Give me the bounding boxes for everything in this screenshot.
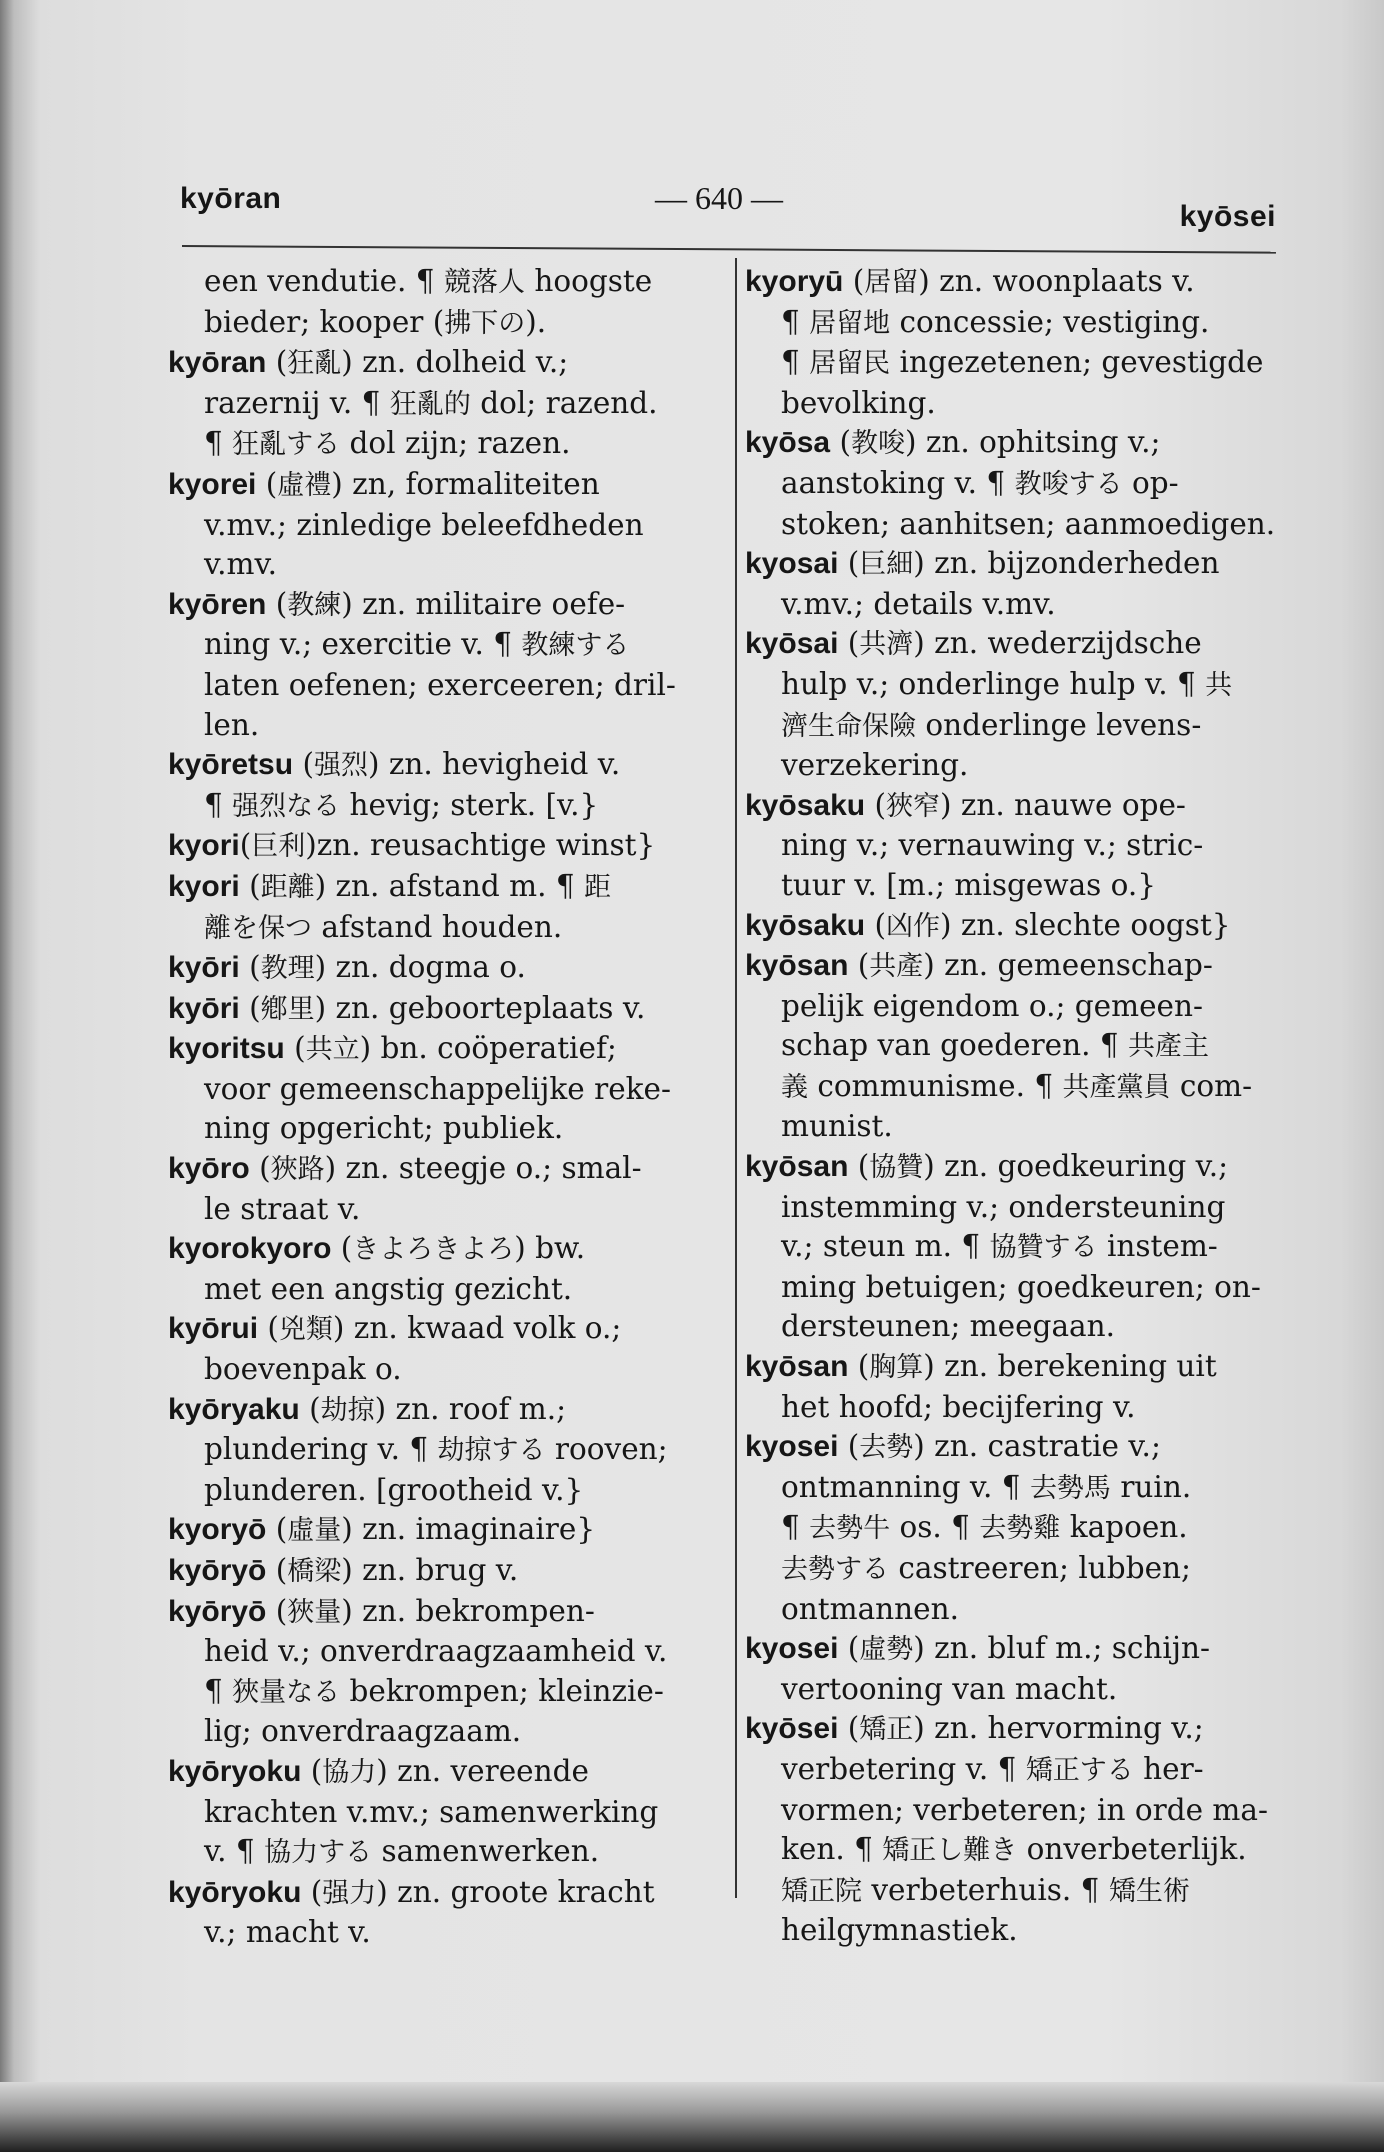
entry-line: heid v.; onverdraagzaamheid v. bbox=[204, 1634, 668, 1669]
headword: kyōsan bbox=[745, 1150, 849, 1184]
entry-line: v.mv.; zinledige beleefdheden bbox=[204, 507, 644, 542]
entry-line: met een angstig gezicht. bbox=[204, 1271, 573, 1306]
entry-line: ontmanning v. ¶ 去勢馬 ruin. bbox=[781, 1469, 1192, 1504]
entry-line: kyōryaku (劫掠) zn. roof m.; bbox=[168, 1391, 567, 1426]
page-number: — 640 — bbox=[655, 180, 783, 216]
running-head-left: kyōran bbox=[180, 182, 282, 215]
entry-line: v.mv.; details v.mv. bbox=[781, 586, 1056, 621]
entry-line: laten oefenen; exerceeren; dril- bbox=[204, 667, 676, 702]
entry-line: kyōryoku (協力) zn. vereende bbox=[168, 1753, 589, 1788]
entry-line: kyōsei (矯正) zn. hervorming v.; bbox=[745, 1711, 1204, 1746]
headword: kyorei bbox=[168, 467, 257, 501]
entry-line: krachten v.mv.; samenwerking bbox=[204, 1794, 659, 1829]
entry-line: kyori (距離) zn. afstand m. ¶ 距 bbox=[168, 868, 612, 903]
right-column bbox=[745, 262, 1287, 1951]
entry-line: kyōren (教練) zn. militaire oefe- bbox=[168, 586, 626, 621]
headword: kyōro bbox=[168, 1152, 250, 1186]
headword: kyosei bbox=[745, 1430, 839, 1464]
entry-line: ming betuigen; goedkeuren; on- bbox=[781, 1269, 1261, 1304]
entry-line: kyosai (巨細) zn. bijzonderheden bbox=[745, 546, 1220, 581]
entry-line: plunderen. [grootheid v.} bbox=[204, 1472, 584, 1507]
header-rule bbox=[182, 245, 1276, 254]
headword: kyōryaku bbox=[168, 1392, 300, 1426]
headword: kyōri bbox=[168, 951, 240, 985]
headword: kyosai bbox=[745, 547, 839, 581]
entry-line: kyōri (教理) zn. dogma o. bbox=[168, 950, 526, 985]
entry-line: bieder; kooper (拂下の). bbox=[204, 304, 547, 339]
headword: kyōsan bbox=[745, 949, 849, 983]
entry-line: vormen; verbeteren; in orde ma- bbox=[781, 1792, 1268, 1827]
entry-line: kyōsaku (狹窄) zn. nauwe ope- bbox=[745, 787, 1186, 822]
headword: kyōsa bbox=[745, 426, 831, 460]
entry-line: ning v.; vernauwing v.; stric- bbox=[781, 828, 1204, 863]
entry-line: 濟生命保險 onderlinge levens- bbox=[781, 707, 1202, 742]
entry-line: ¶ 去勢牛 os. ¶ 去勢雞 kapoen. bbox=[781, 1510, 1188, 1545]
entry-line: kyōsan (共產) zn. gemeenschap- bbox=[745, 948, 1213, 983]
entry-line: kyori(巨利)zn. reusachtige winst} bbox=[168, 828, 656, 863]
headword: kyōryoku bbox=[168, 1754, 302, 1788]
entry-line: hulp v.; onderlinge hulp v. ¶ 共 bbox=[781, 666, 1233, 701]
entry-line: kyorei (虛禮) zn, formaliteiten bbox=[168, 466, 600, 501]
entry-line: kyosei (去勢) zn. castratie v.; bbox=[745, 1429, 1161, 1464]
entry-line: 去勢する castreeren; lubben; bbox=[781, 1551, 1191, 1585]
entry-line: kyōsan (協贊) zn. goedkeuring v.; bbox=[745, 1149, 1229, 1184]
headword: kyōsan bbox=[745, 1350, 849, 1384]
headword: kyori bbox=[168, 869, 240, 903]
entry-line: ¶ 狹量なる bekrompen; kleinzie- bbox=[204, 1673, 664, 1708]
entry-line: kyorokyoro (きよろきよろ) bw. bbox=[168, 1231, 586, 1266]
entry-line: kyōsai (共濟) zn. wederzijdsche bbox=[745, 626, 1202, 661]
headword: kyori bbox=[168, 829, 240, 863]
entry-line: razernij v. ¶ 狂亂的 dol; razend. bbox=[204, 385, 658, 420]
entry-line: heilgymnastiek. bbox=[781, 1913, 1018, 1948]
entry-line: ¶ 居留民 ingezetenen; gevestigde bbox=[781, 345, 1264, 380]
entry-line: kyoritsu (共立) bn. coöperatief; bbox=[168, 1031, 617, 1066]
entry-line: kyōsaku (凶作) zn. slechte oogst} bbox=[745, 907, 1231, 942]
entry-line: instemming v.; ondersteuning bbox=[781, 1189, 1226, 1224]
entry-line: 離を保つ afstand houden. bbox=[204, 909, 563, 944]
headword: kyōsaku bbox=[745, 788, 866, 822]
entry-line: ¶ 强烈なる hevig; sterk. [v.} bbox=[204, 787, 599, 822]
page-bottom-edge bbox=[0, 2082, 1384, 2152]
entry-line: kyōrui (兇類) zn. kwaad volk o.; bbox=[168, 1311, 622, 1346]
headword: kyōran bbox=[168, 346, 267, 380]
headword: kyōri bbox=[168, 991, 240, 1025]
headword: kyorokyoro bbox=[168, 1232, 332, 1266]
entry-line: kyoryū (居留) zn. woonplaats v. bbox=[745, 264, 1195, 298]
column-divider bbox=[735, 258, 737, 1898]
entry-line: v.; steun m. ¶ 協贊する instem- bbox=[781, 1229, 1218, 1264]
headword: kyōsei bbox=[745, 1712, 839, 1746]
entry-line: aanstoking v. ¶ 教唆する op- bbox=[781, 465, 1179, 500]
entry-line: kyōryō (狹量) zn. bekrompen- bbox=[168, 1593, 595, 1628]
headword: kyoritsu bbox=[168, 1032, 285, 1066]
entry-line: 矯正院 verbeterhuis. ¶ 矯生術 bbox=[781, 1872, 1190, 1907]
entry-line: kyosei (虛勢) zn. bluf m.; schijn- bbox=[745, 1631, 1210, 1666]
entry-line: ¶ 狂亂する dol zijn; razen. bbox=[204, 426, 571, 461]
entry-line: len. bbox=[204, 707, 260, 742]
entry-line: 義 communisme. ¶ 共產黨員 com- bbox=[781, 1068, 1253, 1103]
entry-line: een vendutie. ¶ 競落人 hoogste bbox=[204, 264, 653, 298]
entry-line: kyōri (鄕里) zn. geboorteplaats v. bbox=[168, 990, 646, 1025]
entry-line: kyōryoku (强力) zn. groote kracht bbox=[168, 1874, 655, 1909]
entry-line: pelijk eigendom o.; gemeen- bbox=[781, 988, 1203, 1023]
entry-line: kyōsan (胸算) zn. berekening uit bbox=[745, 1349, 1217, 1384]
entry-line: dersteunen; meegaan. bbox=[781, 1309, 1115, 1344]
entry-line: ning opgericht; publiek. bbox=[204, 1111, 564, 1146]
headword: kyōsaku bbox=[745, 908, 866, 942]
headword: kyoryū bbox=[745, 265, 844, 298]
headword: kyōrui bbox=[168, 1312, 259, 1346]
entry-line: munist. bbox=[781, 1109, 893, 1144]
entry-line: verzekering. bbox=[781, 748, 969, 783]
entry-line: voor gemeenschappelijke reke- bbox=[204, 1071, 671, 1106]
entry-line: v.mv. bbox=[204, 547, 278, 582]
entry-line: ken. ¶ 矯正し難き onverbeterlijk. bbox=[781, 1832, 1247, 1867]
entry-line: le straat v. bbox=[204, 1191, 361, 1226]
entry-line: ning v.; exercitie v. ¶ 教練する bbox=[204, 627, 630, 662]
entry-line: stoken; aanhitsen; aanmoedigen. bbox=[781, 506, 1276, 541]
headword: kyōsai bbox=[745, 627, 839, 661]
entry-line: v. ¶ 協力する samenwerken. bbox=[204, 1834, 600, 1869]
entry-line: kyōretsu (强烈) zn. hevigheid v. bbox=[168, 747, 621, 782]
entry-line: het hoofd; becijfering v. bbox=[781, 1389, 1136, 1424]
entry-line: kyōro (狹路) zn. steegje o.; smal- bbox=[168, 1151, 642, 1186]
entry-line: boevenpak o. bbox=[204, 1352, 402, 1387]
entry-line: schap van goederen. ¶ 共產主 bbox=[781, 1028, 1210, 1063]
headword: kyōretsu bbox=[168, 748, 294, 782]
left-column bbox=[168, 262, 708, 1953]
headword: kyōryō bbox=[168, 1554, 267, 1587]
entry-line: kyoryō (虛量) zn. imaginaire} bbox=[168, 1512, 596, 1547]
entry-line: v.; macht v. bbox=[204, 1915, 371, 1950]
entry-line: kyōryō (橋梁) zn. brug v. bbox=[168, 1553, 519, 1587]
headword: kyōryō bbox=[168, 1594, 267, 1628]
entry-line: ontmannen. bbox=[781, 1591, 960, 1626]
entry-line: verbetering v. ¶ 矯正する her- bbox=[781, 1751, 1204, 1786]
entry-line: kyōran (狂亂) zn. dolheid v.; bbox=[168, 345, 569, 380]
entry-line: vertooning van macht. bbox=[781, 1671, 1118, 1706]
running-head-right: kyōsei bbox=[1179, 200, 1276, 233]
entry-line: ¶ 居留地 concessie; vestiging. bbox=[781, 304, 1210, 339]
headword: kyōryoku bbox=[168, 1875, 302, 1909]
entry-line: tuur v. [m.; misgewas o.} bbox=[781, 867, 1157, 902]
headword: kyoryō bbox=[168, 1513, 267, 1547]
headword: kyosei bbox=[745, 1632, 839, 1666]
entry-line: kyōsa (教唆) zn. ophitsing v.; bbox=[745, 425, 1161, 460]
entry-line: plundering v. ¶ 劫掠する rooven; bbox=[204, 1432, 668, 1467]
headword: kyōren bbox=[168, 587, 267, 621]
entry-line: lig; onverdraagzaam. bbox=[204, 1714, 522, 1749]
entry-line: bevolking. bbox=[781, 385, 936, 420]
